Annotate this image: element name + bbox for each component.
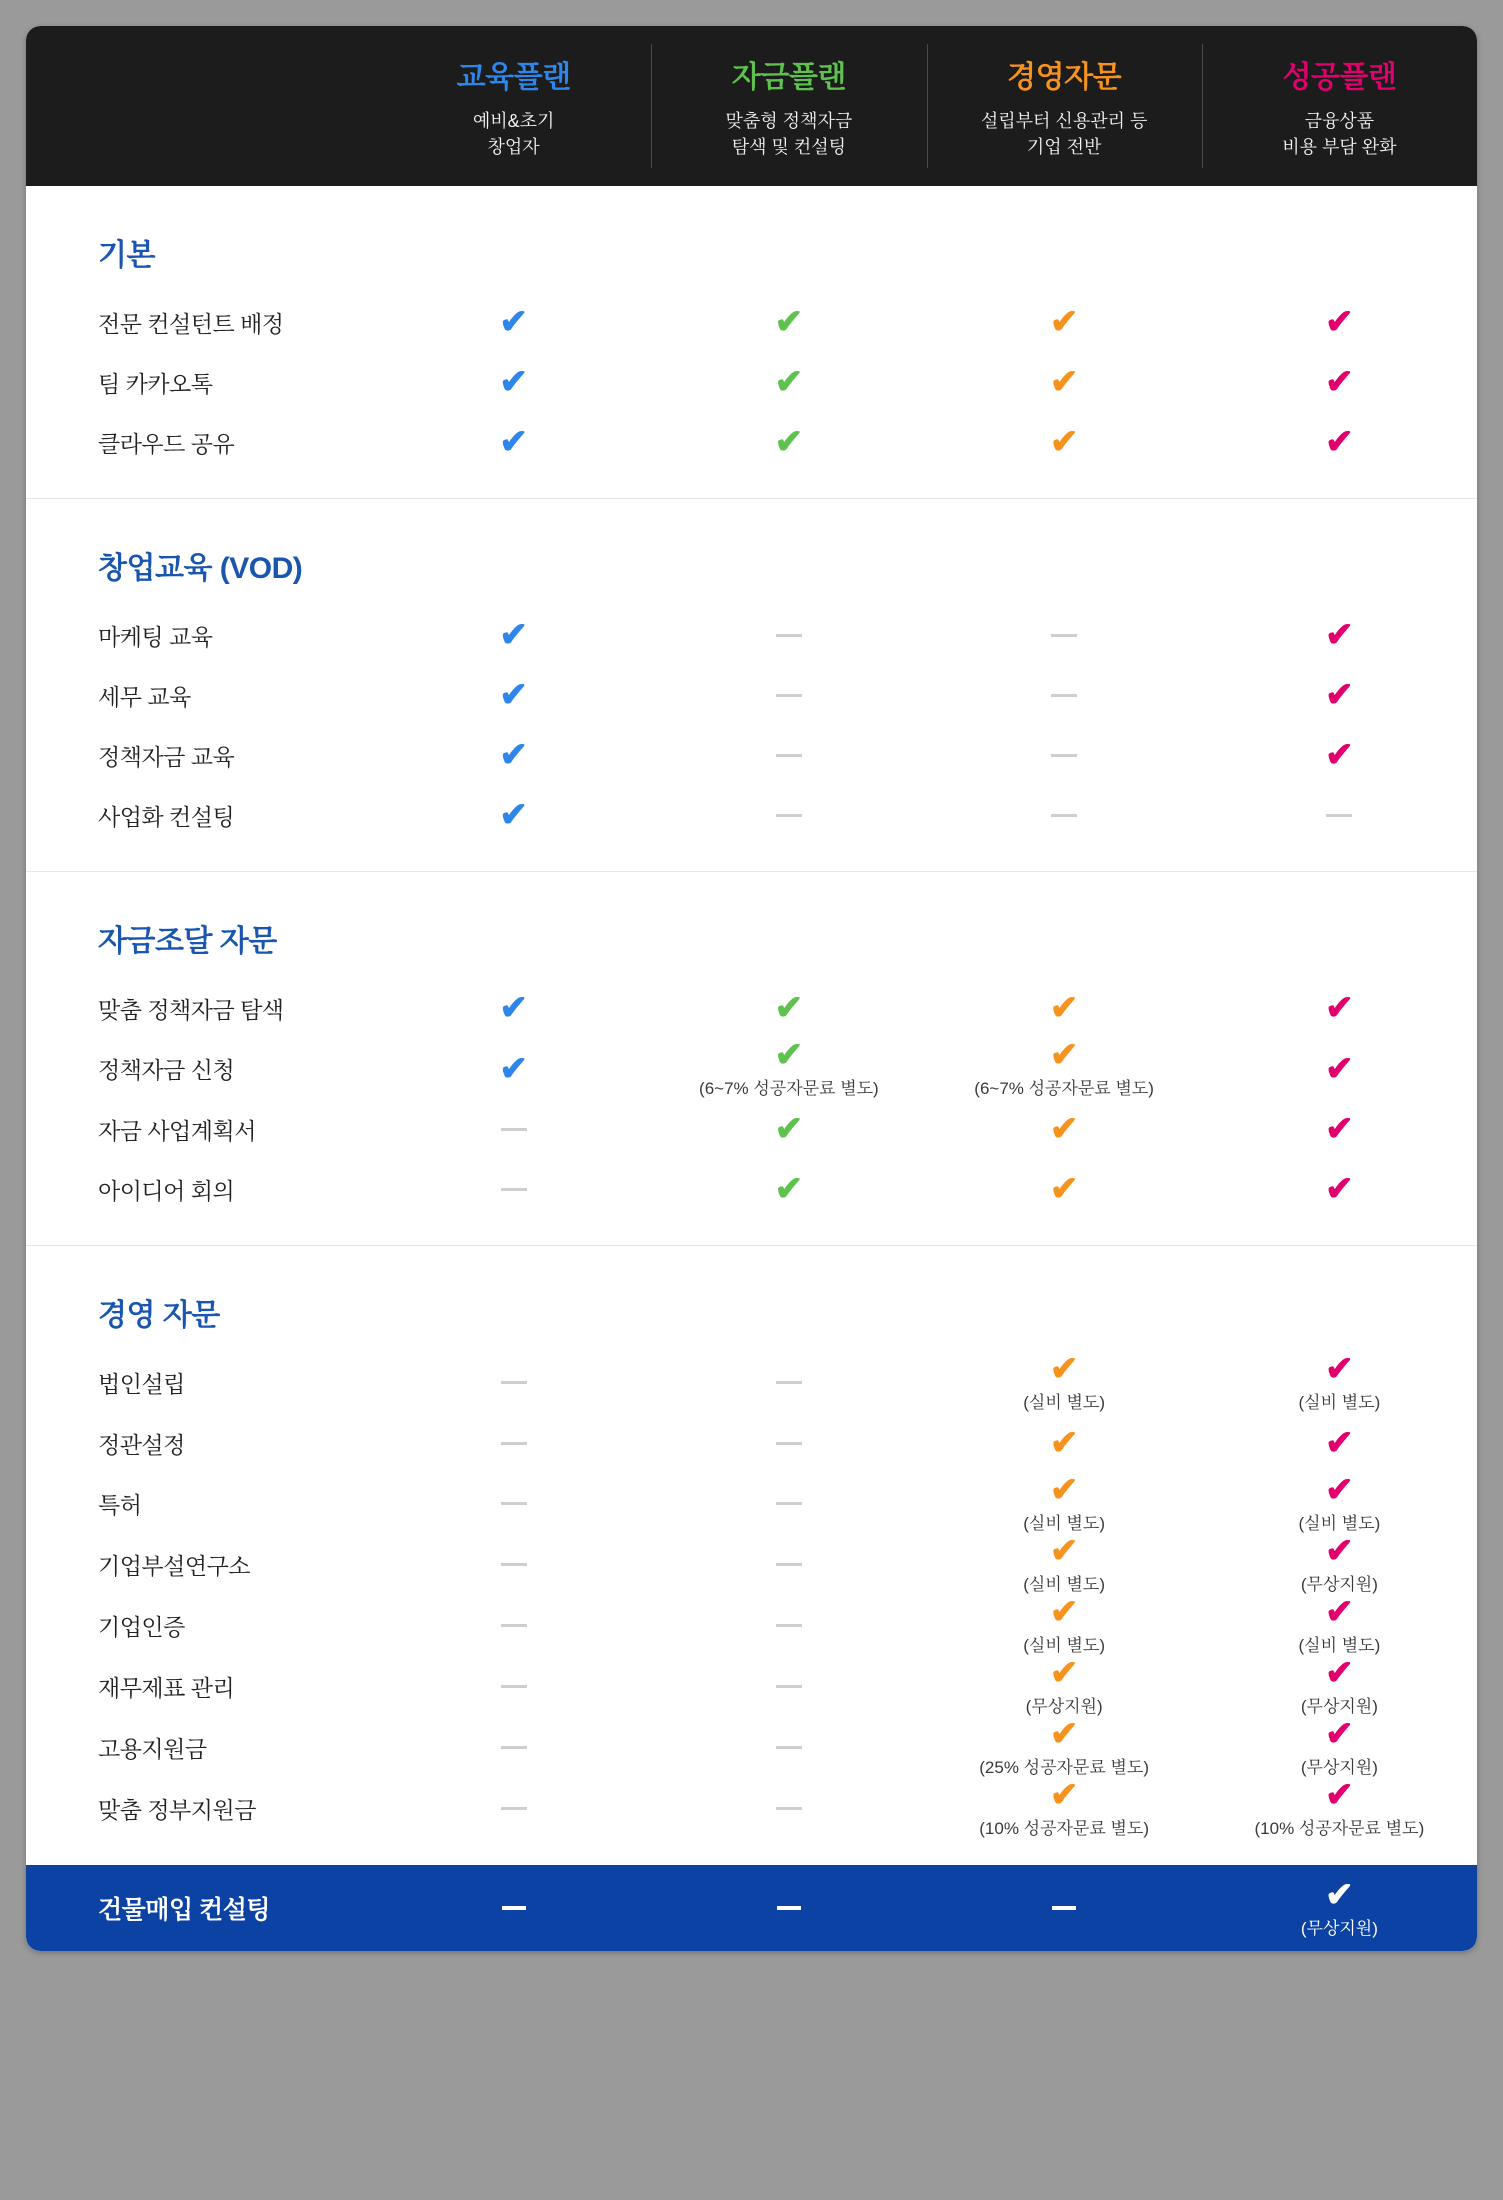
check-icon: ✔	[1325, 1049, 1354, 1088]
feature-cell	[376, 991, 651, 1025]
feature-cell	[1202, 365, 1477, 399]
feature-cell	[651, 1624, 926, 1627]
table-row	[26, 1038, 1477, 1099]
cell-note: (실비 별도)	[1298, 1636, 1381, 1655]
table-row	[26, 352, 1477, 412]
plan-column-1	[651, 26, 926, 186]
feature-cell	[651, 1563, 926, 1566]
dash-icon	[777, 1906, 801, 1910]
table-row	[26, 978, 1477, 1038]
table-row	[26, 1159, 1477, 1245]
section-title: 창업교육 (VOD)	[98, 552, 303, 585]
table-row	[26, 1473, 1477, 1534]
feature-cell	[927, 425, 1202, 459]
cell-note: (실비 별도)	[1023, 1575, 1105, 1594]
table-body	[26, 186, 1477, 1865]
feature-cell	[651, 1112, 926, 1146]
check-icon: ✔	[1325, 1110, 1354, 1148]
feature-cell	[1202, 1717, 1477, 1778]
feature-cell	[927, 365, 1202, 399]
feature-label: 아이디어 회의	[98, 1177, 235, 1204]
check-icon: ✔	[774, 363, 804, 401]
plan-name-1: 자금플랜	[731, 60, 846, 94]
feature-cell	[927, 1717, 1202, 1778]
dash-icon	[776, 1442, 802, 1445]
dash-icon	[776, 1746, 802, 1749]
check-icon: ✔	[499, 303, 528, 341]
plan-column-0	[376, 26, 651, 186]
footer-cell-1	[651, 1906, 926, 1910]
feature-label: 정책자금 교육	[98, 743, 235, 770]
dash-icon	[1051, 694, 1077, 697]
feature-cell	[376, 1188, 651, 1191]
feature-cell	[651, 365, 926, 399]
feature-cell	[927, 754, 1202, 757]
feature-cell	[651, 1746, 926, 1749]
feature-cell	[1202, 305, 1477, 339]
feature-cell	[927, 634, 1202, 637]
feature-cell	[1202, 678, 1477, 712]
footer-cell-0	[376, 1906, 651, 1910]
check-icon: ✔	[499, 796, 528, 834]
dash-icon	[776, 634, 802, 637]
feature-label: 법인설립	[98, 1371, 185, 1397]
cell-note: (무상지원)	[1300, 1918, 1378, 1938]
dash-icon	[1052, 1906, 1076, 1910]
check-icon: ✔	[1049, 1350, 1079, 1388]
table-row	[26, 292, 1477, 352]
check-icon: ✔	[499, 423, 528, 461]
table-row	[26, 1534, 1477, 1595]
cell-note: (실비 별도)	[1023, 1514, 1105, 1533]
feature-cell	[376, 798, 651, 832]
check-icon: ✔	[499, 676, 528, 714]
plan-name-0: 교육플랜	[456, 60, 571, 94]
check-icon: ✔	[1049, 1036, 1079, 1074]
feature-label: 맞춤 정책자금 탐색	[98, 996, 284, 1023]
table-row	[26, 1778, 1477, 1865]
feature-label: 자금 사업계획서	[98, 1117, 256, 1144]
feature-cell	[1202, 1778, 1477, 1839]
feature-cell	[376, 1563, 651, 1566]
check-icon: ✔	[1325, 1350, 1354, 1388]
check-icon: ✔	[1049, 1593, 1079, 1631]
feature-cell	[376, 1442, 651, 1445]
plan-desc-1: 맞춤형 정책자금 탐색 및 컨설팅	[725, 110, 853, 157]
feature-cell	[651, 634, 926, 637]
table-row	[26, 1595, 1477, 1656]
feature-cell	[1202, 1426, 1477, 1460]
table-row	[26, 605, 1477, 665]
feature-cell	[1202, 425, 1477, 459]
check-icon: ✔	[499, 363, 528, 401]
dash-icon	[776, 754, 802, 757]
check-icon: ✔	[1325, 989, 1354, 1027]
feature-cell	[1202, 1049, 1477, 1088]
check-icon: ✔	[1049, 303, 1079, 341]
check-icon: ✔	[1325, 1654, 1354, 1692]
feature-cell	[1202, 618, 1477, 652]
feature-label: 전문 컨설턴트 배정	[98, 310, 284, 337]
footer-cell-2	[927, 1906, 1202, 1910]
feature-label: 세무 교육	[98, 683, 191, 710]
feature-cell	[927, 1112, 1202, 1146]
table-row	[26, 1656, 1477, 1717]
feature-cell	[1202, 1352, 1477, 1413]
feature-label: 클라우드 공유	[98, 430, 235, 457]
section-3	[26, 1246, 1477, 1865]
check-icon: ✔	[1049, 1471, 1079, 1509]
section-1	[26, 499, 1477, 872]
feature-cell	[927, 1426, 1202, 1460]
cell-note: (무상지원)	[1300, 1697, 1378, 1716]
check-icon: ✔	[1049, 1776, 1079, 1814]
dash-icon	[776, 1624, 802, 1627]
feature-cell	[927, 1172, 1202, 1206]
feature-cell	[927, 814, 1202, 817]
dash-icon	[1051, 754, 1077, 757]
feature-cell	[1202, 1473, 1477, 1534]
feature-label: 맞춤 정부지원금	[98, 1797, 256, 1823]
check-icon: ✔	[1325, 676, 1354, 714]
feature-cell	[376, 1746, 651, 1749]
feature-cell	[927, 694, 1202, 697]
cell-note: (10% 성공자문료 별도)	[979, 1819, 1149, 1838]
check-icon: ✔	[1049, 1654, 1079, 1692]
check-icon: ✔	[1325, 616, 1354, 654]
check-icon: ✔	[499, 1049, 528, 1088]
plan-desc-0: 예비&초기 창업자	[472, 110, 555, 157]
dash-icon	[776, 694, 802, 697]
feature-cell	[376, 1807, 651, 1810]
check-icon: ✔	[1325, 363, 1354, 401]
cell-note: (10% 성공자문료 별도)	[1254, 1819, 1425, 1838]
feature-cell	[376, 1381, 651, 1384]
feature-cell	[927, 1473, 1202, 1534]
feature-label: 특허	[98, 1492, 142, 1518]
dash-icon	[776, 1685, 802, 1688]
dash-icon	[501, 1685, 527, 1688]
feature-cell	[651, 425, 926, 459]
feature-cell	[651, 814, 926, 817]
feature-label: 정관설정	[98, 1431, 185, 1458]
table-row	[26, 725, 1477, 785]
cell-note: (6~7% 성공자문료 별도)	[699, 1079, 879, 1098]
table-row	[26, 1717, 1477, 1778]
table-row	[26, 785, 1477, 871]
feature-cell	[376, 1502, 651, 1505]
feature-cell	[1202, 1534, 1477, 1595]
feature-cell	[927, 991, 1202, 1025]
section-0	[26, 186, 1477, 499]
dash-icon	[776, 1381, 802, 1384]
table-row	[26, 1352, 1477, 1413]
feature-cell	[927, 1595, 1202, 1656]
section-title: 경영 자문	[98, 1299, 220, 1332]
feature-cell	[1202, 1656, 1477, 1717]
check-icon: ✔	[774, 303, 804, 341]
dash-icon	[501, 1188, 527, 1191]
dash-icon	[776, 1502, 802, 1505]
check-icon: ✔	[774, 1110, 804, 1148]
dash-icon	[501, 1381, 527, 1384]
footer-highlight-row	[26, 1865, 1477, 1951]
check-icon: ✔	[1325, 1776, 1354, 1814]
feature-cell	[1202, 1595, 1477, 1656]
feature-cell	[651, 754, 926, 757]
feature-label: 기업인증	[98, 1614, 185, 1640]
dash-icon	[776, 1563, 802, 1566]
dash-icon	[502, 1906, 526, 1910]
feature-cell	[376, 1685, 651, 1688]
dash-icon	[501, 1746, 527, 1749]
plan-desc-3: 금융상품 비용 부담 완화	[1282, 110, 1397, 157]
check-icon: ✔	[1049, 423, 1079, 461]
table-row	[26, 1099, 1477, 1159]
check-icon: ✔	[1325, 423, 1354, 461]
feature-cell	[376, 618, 651, 652]
feature-cell	[651, 1502, 926, 1505]
feature-cell	[927, 1778, 1202, 1839]
feature-cell	[651, 1685, 926, 1688]
feature-cell	[376, 678, 651, 712]
check-icon: ✔	[1049, 1170, 1079, 1208]
cell-note: (무상지원)	[1300, 1758, 1378, 1777]
feature-label: 팀 카카오톡	[98, 370, 213, 397]
feature-cell	[1202, 738, 1477, 772]
section-2	[26, 872, 1477, 1246]
check-icon: ✔	[1049, 1532, 1079, 1570]
check-icon: ✔	[1325, 1424, 1354, 1462]
feature-cell	[651, 694, 926, 697]
feature-cell	[376, 305, 651, 339]
cell-note: (실비 별도)	[1298, 1514, 1381, 1533]
feature-cell	[651, 305, 926, 339]
feature-cell	[376, 365, 651, 399]
plan-name-2: 경영자문	[1007, 60, 1122, 94]
cell-note: (무상지원)	[1300, 1575, 1378, 1594]
footer-cell-3	[1202, 1875, 1477, 1939]
check-icon: ✔	[1325, 1593, 1354, 1631]
feature-cell	[376, 425, 651, 459]
check-icon: ✔	[499, 736, 528, 774]
dash-icon	[1051, 814, 1077, 817]
feature-cell	[651, 1807, 926, 1810]
check-icon: ✔	[1325, 1471, 1354, 1509]
feature-cell	[376, 738, 651, 772]
check-icon: ✔	[1049, 989, 1079, 1027]
cell-note: (무상지원)	[1025, 1697, 1103, 1716]
comparison-table-card	[26, 26, 1477, 1951]
dash-icon	[501, 1624, 527, 1627]
check-icon: ✔	[499, 989, 528, 1027]
feature-label: 기업부설연구소	[98, 1553, 251, 1579]
feature-cell	[1202, 1112, 1477, 1146]
feature-cell	[1202, 991, 1477, 1025]
dash-icon	[1326, 814, 1352, 817]
feature-cell	[651, 1381, 926, 1384]
table-row	[26, 412, 1477, 498]
check-icon: ✔	[774, 423, 804, 461]
feature-label: 사업화 컨설팅	[98, 803, 235, 830]
feature-cell	[376, 1624, 651, 1627]
feature-cell	[927, 1038, 1202, 1099]
feature-cell	[376, 1128, 651, 1131]
check-icon: ✔	[1325, 303, 1354, 341]
feature-cell	[651, 991, 926, 1025]
plan-column-2	[927, 26, 1202, 186]
cell-note: (실비 별도)	[1298, 1393, 1381, 1412]
check-icon: ✔	[1049, 1110, 1079, 1148]
check-icon: ✔	[1325, 1170, 1354, 1208]
cell-note: (실비 별도)	[1023, 1393, 1105, 1412]
check-icon: ✔	[1049, 1424, 1079, 1462]
dash-icon	[776, 814, 802, 817]
check-icon: ✔	[774, 989, 804, 1027]
plan-column-3	[1202, 26, 1477, 186]
section-title: 자금조달 자문	[98, 925, 277, 958]
feature-cell	[1202, 814, 1477, 817]
cell-note: (25% 성공자문료 별도)	[979, 1758, 1149, 1777]
dash-icon	[501, 1563, 527, 1566]
footer-row-label: 건물매입 컨설팅	[98, 1896, 270, 1924]
feature-label: 마케팅 교육	[98, 623, 213, 650]
feature-cell	[376, 1049, 651, 1088]
table-header	[26, 26, 1477, 186]
check-icon: ✔	[499, 616, 528, 654]
dash-icon	[501, 1502, 527, 1505]
header-feature-column	[26, 26, 376, 186]
check-icon: ✔	[774, 1170, 804, 1208]
check-icon: ✔	[774, 1036, 804, 1074]
section-title: 기본	[98, 239, 155, 272]
feature-cell	[927, 305, 1202, 339]
check-icon: ✔	[1325, 1875, 1354, 1914]
table-row	[26, 1413, 1477, 1473]
feature-cell	[927, 1534, 1202, 1595]
dash-icon	[1051, 634, 1077, 637]
cell-note: (6~7% 성공자문료 별도)	[974, 1079, 1154, 1098]
feature-label: 고용지원금	[98, 1736, 207, 1762]
dash-icon	[501, 1442, 527, 1445]
table-row	[26, 665, 1477, 725]
plan-desc-2: 설립부터 신용관리 등 기업 전반	[980, 110, 1148, 157]
dash-icon	[776, 1807, 802, 1810]
check-icon: ✔	[1049, 1715, 1079, 1753]
feature-label: 정책자금 신청	[98, 1057, 235, 1083]
feature-cell	[927, 1352, 1202, 1413]
check-icon: ✔	[1049, 363, 1079, 401]
check-icon: ✔	[1325, 1532, 1354, 1570]
check-icon: ✔	[1325, 736, 1354, 774]
feature-cell	[651, 1442, 926, 1445]
feature-cell	[927, 1656, 1202, 1717]
feature-cell	[651, 1172, 926, 1206]
dash-icon	[501, 1807, 527, 1810]
feature-cell	[1202, 1172, 1477, 1206]
dash-icon	[501, 1128, 527, 1131]
plan-name-3: 성공플랜	[1282, 60, 1397, 94]
feature-cell	[651, 1038, 926, 1099]
check-icon: ✔	[1325, 1715, 1354, 1753]
cell-note: (실비 별도)	[1023, 1636, 1105, 1655]
feature-label: 재무제표 관리	[98, 1675, 235, 1701]
